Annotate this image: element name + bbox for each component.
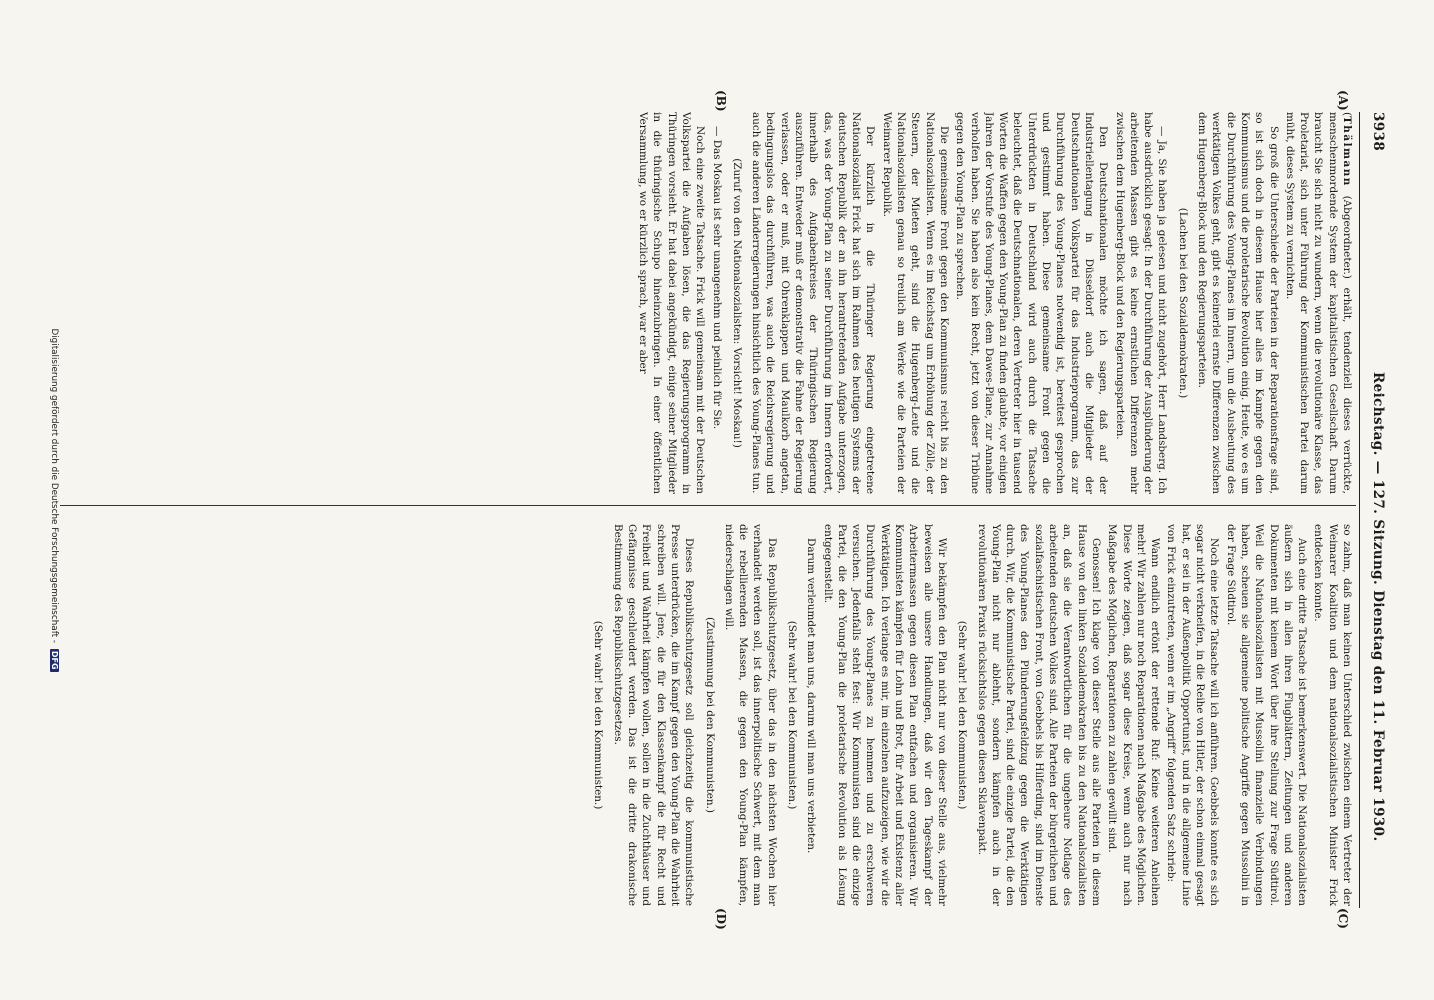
speaker-name: Thälmann xyxy=(1341,116,1353,187)
page-number: 3938 xyxy=(1370,112,1386,152)
paragraph: Der kürzlich in die Thüringer Regierung eingetretene Nationalsozialist Frick hat sich im Rahmen des heutigen Systems der deutschen Republik der an ihn herantretenden Aufgabe unterzogen, das, was der Young-Plan zu seiner Durchführung im Innern erfordert, innerhalb des Aufgabenkreises der Thüringischen Regierung auszuführen. Entweder muß er demonstrativ die Fahne der Regierung verlassen, oder er muß, mit Ohrenklappen und Maulkorb angetan, bedingungslos das durchführen, was auch die Reichsregierung und auch die anderen Länderregierungen hinsichtlich des Young-Planes tun. xyxy=(750,112,877,494)
dfg-logo: DFG xyxy=(50,650,59,670)
paragraph: Den Deutschnationalen möchte ich sagen, daß auf der Industriellentagung in Düsseldorf auch die Mitglieder der Deutschnationalen Volkspartei für das Industrieprogramm, das zur Durchführung des Young-Planes notwendig ist, bereitest gesprochen und gestimmt haben. Diese gemeinsame Front gegen die Unterdrückten in Deutschland wird auch durch die Tatsache beleuchtet, daß die Deutschnationalen, deren Vertreter hier in tausend Worten die Waffen gegen den Young-Plan zu finden glaubte, vor einigen Jahren der Vorstufe des Young-Planes, dem Dawes-Plane, zur Annahme verholfen haben. Sie haben also kein Recht, jetzt von dieser Tribüne gegen den Young-Plan zu sprechen. xyxy=(954,112,1110,494)
paragraph: (Thälmann (Abgeordneter.) erhält, tendenziell dieses verrückte, menschenmordende System der kapitalistischen Gesellschaft. Darum braucht Sie sich nicht zu wundern, wenn die revolutionäre Klasse, das Proletariat, sich unter Führung der Kommunistischen Partei darum müht, dieses System zu vernichten. xyxy=(1283,112,1353,494)
page-header xyxy=(1362,112,1386,908)
paragraph: Die gemeinsame Front gegen den Kommunismus reicht bis zu den Nationalsozialisten. Wenn es im Reichstag um Erhöhung der Zölle, der Steuern, der Mieten geht, sind die Hugenberg-Leute und die Nationalsozialisten genau so treulich am Werke wie die Parteien der Weimarer Republik. xyxy=(880,112,950,494)
interjection: (Sehr wahr! bei den Kommunisten.) xyxy=(786,620,799,810)
paragraph: — Das Moskau ist sehr unangenehm und peinlich für Sie. xyxy=(710,126,723,430)
left-column xyxy=(44,112,1354,494)
paragraph: Auch eine dritte Tatsache ist bemerkenswert. Die Nationalsozialisten äußern sich in allen ihren Flugblättern, Zeitungen und anderen Dokumenten mit keinem Wort über ihre Stellung zur Frage Südtirol. Weil die Nationalsozialisten mit Mussolini finanzielle Verbindungen haben, scheuen sie allgemeine politische Angriffe gegen Mussolini in der Frage Südtirol. xyxy=(1224,524,1309,906)
paragraph: So groß die Unterschiede der Parteien in der Reparationsfrage sind, so ist sich doch in diesem Hause hier alles im Kampfe gegen den Kommunismus und die proletarische Revolution einig. Heute, wo es um die Durchführung des Young-Planes im Innern, um die Ausbeutung des werktätigen Volkes geht, gibt es keinerlei ernste Differenzen zwischen dem Hugenberg-Block und den Regierungsparteien. xyxy=(1196,112,1280,494)
paragraph-text: erhält, tendenziell dieses verrückte, menschenmordende System der kapitalistischen Gesellschaft. Darum braucht Sie sich nicht zu wundern, wenn die revolutionäre Klasse, das Proletariat, sich unter Führung der Kommunistischen Partei darum müht, dieses System zu vernichten. xyxy=(1283,112,1353,494)
quoted-paragraph: Wann endlich ertönt der rettende Ruf: Keine weiteren Anleihen mehr! Wir zahlen nur noch Reparationen nach Maßgabe des Möglichen. Diese Worte zeigen, daß sogar diese Kreise, wenn auch nur nach Maßgabe des Möglichen, Reparationen zu zahlen gewillt sind. xyxy=(1106,524,1162,906)
interjection: (Zuruf von den Nationalsozialisten: Vorsicht! Moskau!) xyxy=(730,158,743,448)
paragraph: Genossen! Ich klage von dieser Stelle aus alle Parteien in diesem Hause von den linken Sozialdemokraten bis zu den Nationalsozialisten an, daß sie die Verantwortlichen für die ungeheure Notlage des arbeitenden deutschen Volkes sind. Alle Parteien der bürgerlichen und sozialfaschistischen Front, von Goebbels bis Hilferding, sind im Dienste des Young-Planes den Plünderungsfeldzug gegen die Werktätigen durch. Wir, die Kommunistische Partei, sind die einzige Partei, die den Young-Plan nicht nur ablehnt, sondern kämpfen auch in der revolutionären Praxis rücksichtslos gegen diesen Sklavenpakt. xyxy=(975,524,1102,906)
margin-marker-d: (D) xyxy=(714,908,728,930)
paragraph: Noch eine letzte Tatsache will ich anführen. Goebbels konnte es sich sogar nicht verkneifen, in die Reihe von Hitler, der schon einmal gesagt hat, er sei in der Außenpolitik Opportunist, und in die allgemeine Linie von Frick einzutreten, wenn er im „Angriff“ folgenden Satz schrieb: xyxy=(1165,524,1221,906)
paragraph: Dieses Republikschutzgesetz soll gleichzeitig die kommunistische Presse unterdrücken, die im Kampf gegen den Young-Plan die Wahrheit schreiben will. Jene, die für den Klassenkampf die für Recht und Freiheit und Wahrheit kämpfen wollen, sollen in die Zuchthäuser und Gefängnisse geschleudert werden. Das ist die dritte drakonische Bestimmung des Republikschutzgesetzes. xyxy=(611,524,696,906)
column-divider xyxy=(60,505,1356,506)
right-column xyxy=(44,524,1354,906)
paragraph: Noch eine zweite Tatsache. Frick will gemeinsam mit der Deutschen Volkspartei die Aufgaben lösen, die das Regierungsprogramm in Thüringen vorsieht. Er hat dabei angekündigt, einige seiner Mitglieder in die thüringische Schupo hineinzubringen. In einer öffentlichen Versammlung, wo er kürzlich sprach, war er aber xyxy=(637,112,707,494)
paragraph: — Ja, Sie haben ja gelesen und nicht zugehört, Herr Landsberg. Ich habe ausdrücklich gesagt: In der Durchführung der Ausplünderung der arbeitenden Massen gibt es keine ernstlichen Differenzen mehr zwischen dem Hugenberg-Block und den Regierungsparteien. xyxy=(1113,112,1169,494)
paragraph: Wir bekämpfen den Plan nicht nur von dieser Stelle aus, vielmehr beweisen alle unsere Handlungen, daß wir den Tageskampf der Arbeitermassen gegen diesen Plan entfachen und organisieren. Wir Kommunisten kämpfen für Lohn und Brot, für Arbeit und Existenz aller Werktätigen. Ich verlange es mir, im einzelnen aufzuzeigen, wie wir die Durchführung des Young-Planes zu hemmen und zu erschweren versuchen. Jedenfalls steht fest: Wir Kommunisten sind die einzige Partei, die den Young-Plan die proletarische Revolution als Lösung entgegenstellt. xyxy=(821,524,948,906)
speaker-role: (Abgeordneter.) xyxy=(1341,195,1353,279)
interjection: (Lachen bei den Sozialdemokraten.) xyxy=(1176,207,1189,399)
header-rule xyxy=(1359,112,1360,908)
digitization-footer xyxy=(49,10,59,990)
margin-marker-b: (B) xyxy=(714,90,728,112)
interjection: (Zustimmung bei den Kommunisten.) xyxy=(703,617,716,813)
running-title: Reichstag. — 127. Sitzung. Dienstag den 11. Februar 1930. xyxy=(1370,372,1386,842)
footer-text: Digitalisierung gefördert durch die Deutsche Forschungsgemeinschaft - xyxy=(49,328,59,644)
interjection: (Sehr wahr! bei den Kommunisten.) xyxy=(956,620,969,810)
paragraph: so zahm, daß man keinen Unterschied zwischen einem Vertreter der Weimarer Koalition und dem nationalsozialistischen Minister Frick entdecken konnte. xyxy=(1312,524,1353,906)
interjection: (Sehr wahr! bei den Kommunisten.) xyxy=(592,620,605,810)
margin-marker-a: (A) xyxy=(1336,90,1350,111)
margin-marker-c: (C) xyxy=(1336,908,1350,929)
paragraph: Das Republikschutzgesetz, über das in den nächsten Wochen hier verhandelt werden soll, ist das innerpolitische Schwert, mit dem man die rebellierenden Massen, die gegen den Young-Plan kämpfen, niederschlagen will. xyxy=(722,524,778,906)
paragraph: Darum verleumdet man uns, darum will man uns verbieten. xyxy=(805,538,818,854)
